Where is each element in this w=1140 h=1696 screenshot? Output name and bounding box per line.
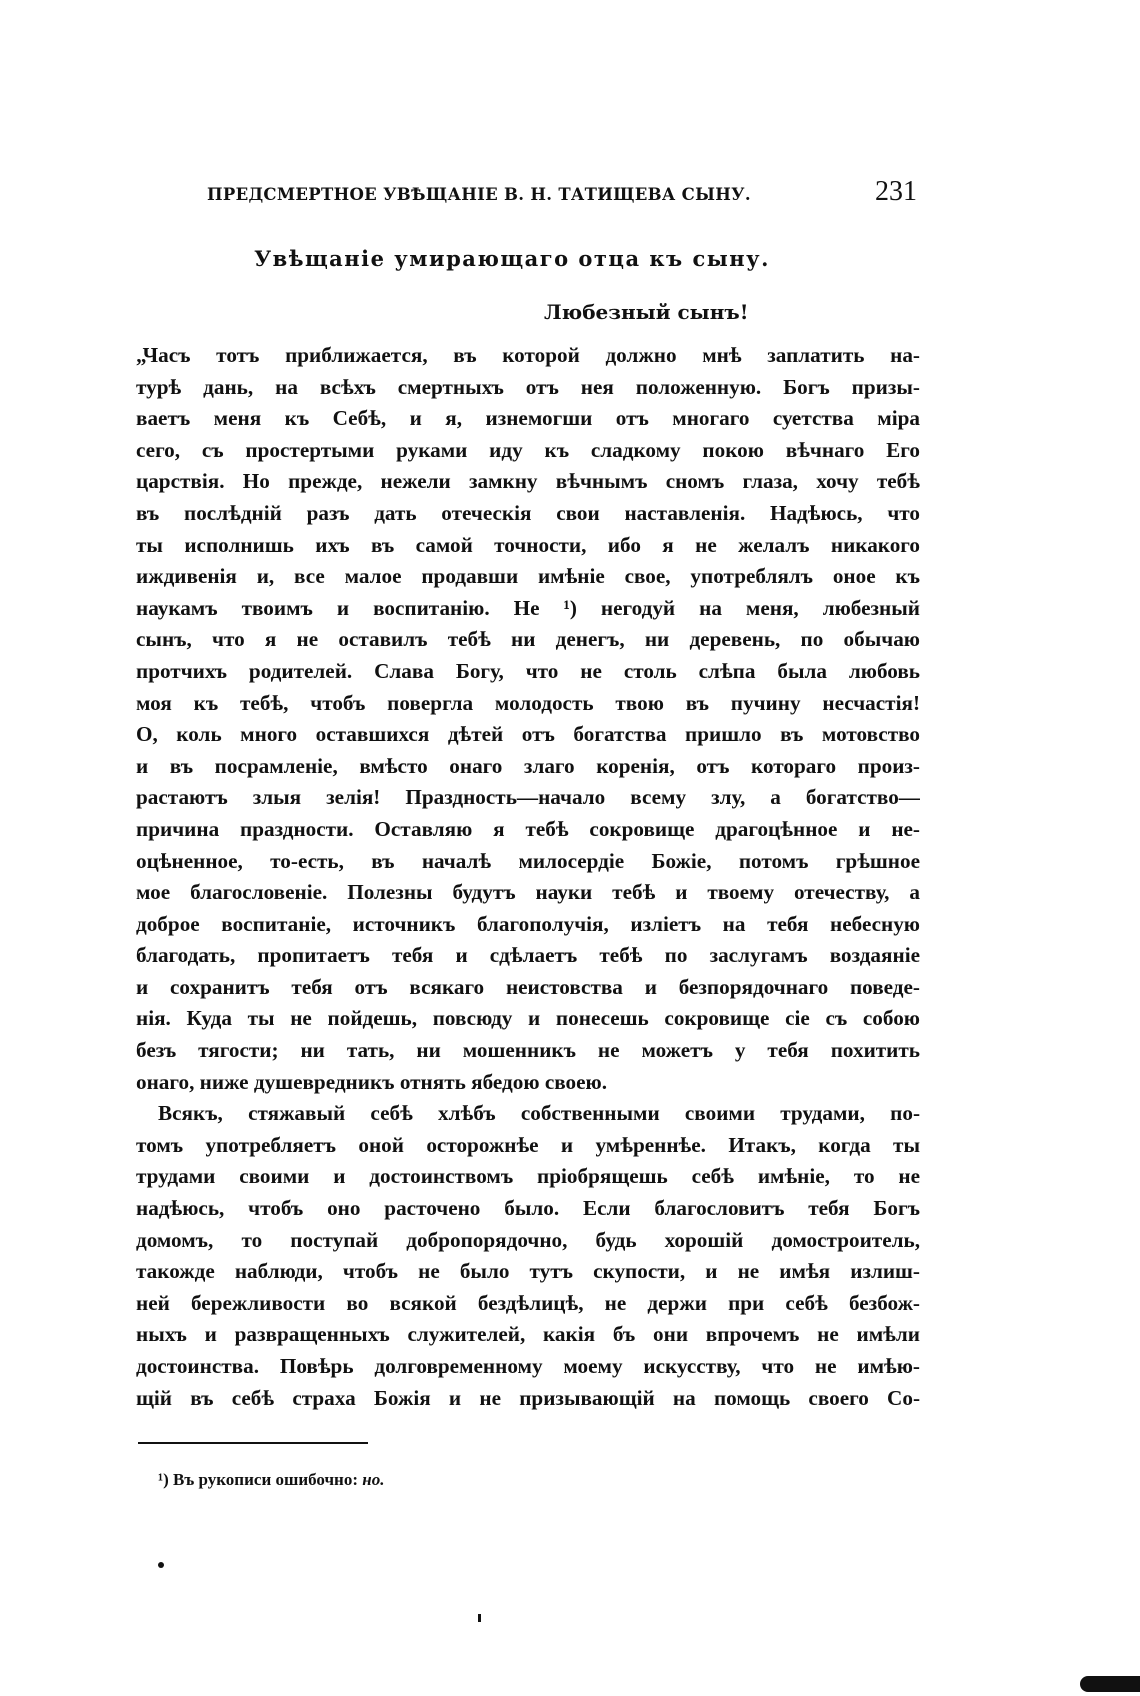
text-line: и сохранитъ тебя отъ всякаго неистовства и безпорядочнаго поведе-: [136, 974, 920, 999]
text-line: „Часъ тотъ приближается, въ которой должно мнѣ заплатить на-: [136, 343, 920, 367]
body-text: [136, 340, 920, 1414]
footnote: [158, 1470, 384, 1490]
text-line: сего, съ простертыми руками иду къ сладкому покою вѣчнаго Его: [136, 437, 920, 462]
text-line: онаго, ниже душевредникъ отнять ябедою своею.: [136, 1069, 608, 1094]
text-line: царствія. Но прежде, нежели замкну вѣчнымъ сномъ глаза, хочу тебѣ: [136, 469, 920, 494]
text-line: ней бережливости во всякой бездѣлицѣ, не держи при себѣ безбож-: [136, 1290, 920, 1315]
text-line: и въ посрамленіе, вмѣсто онаго злаго коренія, отъ котораго произ-: [136, 753, 920, 778]
text-line: безъ тягости; ни тать, ни мошенникъ не можетъ у тебя похитить: [136, 1038, 920, 1063]
text-line: домомъ, то поступай добропорядочно, будь хорошій домостроитель,: [136, 1227, 920, 1252]
text-line: оцѣненное, то-есть, въ началѣ милосердіе Божіе, потомъ грѣшное: [136, 848, 920, 873]
text-line: такожде наблюди, чтобъ не было тутъ скупости, и не имѣя излиш-: [136, 1259, 920, 1284]
scan-edge-smudge: [1080, 1676, 1140, 1692]
print-speck: [158, 1562, 164, 1568]
text-line: благодать, пропитаетъ тебя и сдѣлаетъ тебѣ по заслугамъ воздаяніе: [136, 943, 920, 968]
text-line: томъ употребляетъ оной осторожнѣе и умѣреннѣе. Итакъ, когда ты: [136, 1132, 920, 1157]
text-line: протчихъ родителей. Слава Богу, что не столь слѣпа была любовь: [136, 658, 920, 683]
text-line: О, коль много оставшихся дѣтей отъ богатства пришло въ мотовство: [136, 722, 920, 747]
footnote-emphasis: но.: [362, 1470, 385, 1489]
text-line: трудами своими и достоинствомъ пріобрящешь себѣ имѣніе, то не: [136, 1164, 920, 1189]
text-line: иждивенія и, все малое продавши имѣніе свое, употреблялъ оное къ: [136, 564, 920, 589]
salutation: Любезный сынъ!: [544, 300, 749, 324]
running-header: [207, 176, 917, 212]
text-line: въ послѣдній разъ дать отеческія свои наставленія. Надѣюсь, что: [136, 500, 920, 525]
text-line: причина праздности. Оставляю я тебѣ сокровище драгоцѣнное и не-: [136, 816, 920, 841]
text-line: растаютъ злыя зелія! Праздность—начало всему злу, а богатство—: [136, 785, 920, 810]
footnote-divider: [138, 1442, 368, 1444]
text-line: Всякъ, стяжавый себѣ хлѣбъ собственными своими трудами, по-: [158, 1101, 920, 1126]
footnote-text: ¹) Въ рукописи ошибочно:: [158, 1470, 359, 1489]
text-line: моя къ тебѣ, чтобъ повергла молодость твою въ пучину несчастія!: [136, 690, 920, 715]
text-line: турѣ дань, на всѣхъ смертныхъ отъ нея положенную. Богъ призы-: [136, 374, 920, 399]
text-line: достоинства. Повѣрь долговременному моему искусству, что не имѣю-: [136, 1354, 920, 1378]
print-mark: [478, 1614, 481, 1622]
text-line: надѣюсь, чтобъ оно расточено было. Если благословитъ тебя Богъ: [136, 1196, 920, 1221]
section-heading: Увѣщаніе умирающаго отца къ сыну.: [254, 246, 770, 271]
text-line: ты исполнишь ихъ въ самой точности, ибо я не желалъ никакого: [136, 532, 920, 557]
page-number: 231: [875, 176, 917, 207]
text-line: сынъ, что я не оставилъ тебѣ ни денегъ, ни деревень, по обычаю: [136, 627, 920, 652]
text-line: ваетъ меня къ Себѣ, и я, изнемогши отъ многаго суетства міра: [136, 406, 920, 431]
running-title: ПРЕДСМЕРТНОЕ УВѢЩАНІЕ В. Н. ТАТИЩЕВА СЫНУ.: [207, 185, 751, 204]
text-line: щій въ себѣ страха Божія и не призывающій на помощь своего Со-: [136, 1385, 920, 1410]
text-line: ныхъ и развращенныхъ служителей, какія бъ они впрочемъ не имѣли: [136, 1322, 920, 1347]
text-line: доброе воспитаніе, источникъ благополучія, изліетъ на тебя небесную: [136, 911, 920, 936]
text-line: наукамъ твоимъ и воспитанію. Не ¹) негодуй на меня, любезный: [136, 595, 920, 620]
text-line: мое благословеніе. Полезны будутъ науки тебѣ и твоему отечеству, а: [136, 880, 920, 905]
text-line: нія. Куда ты не пойдешь, повсюду и понесешь сокровище сіе съ собою: [136, 1006, 920, 1031]
